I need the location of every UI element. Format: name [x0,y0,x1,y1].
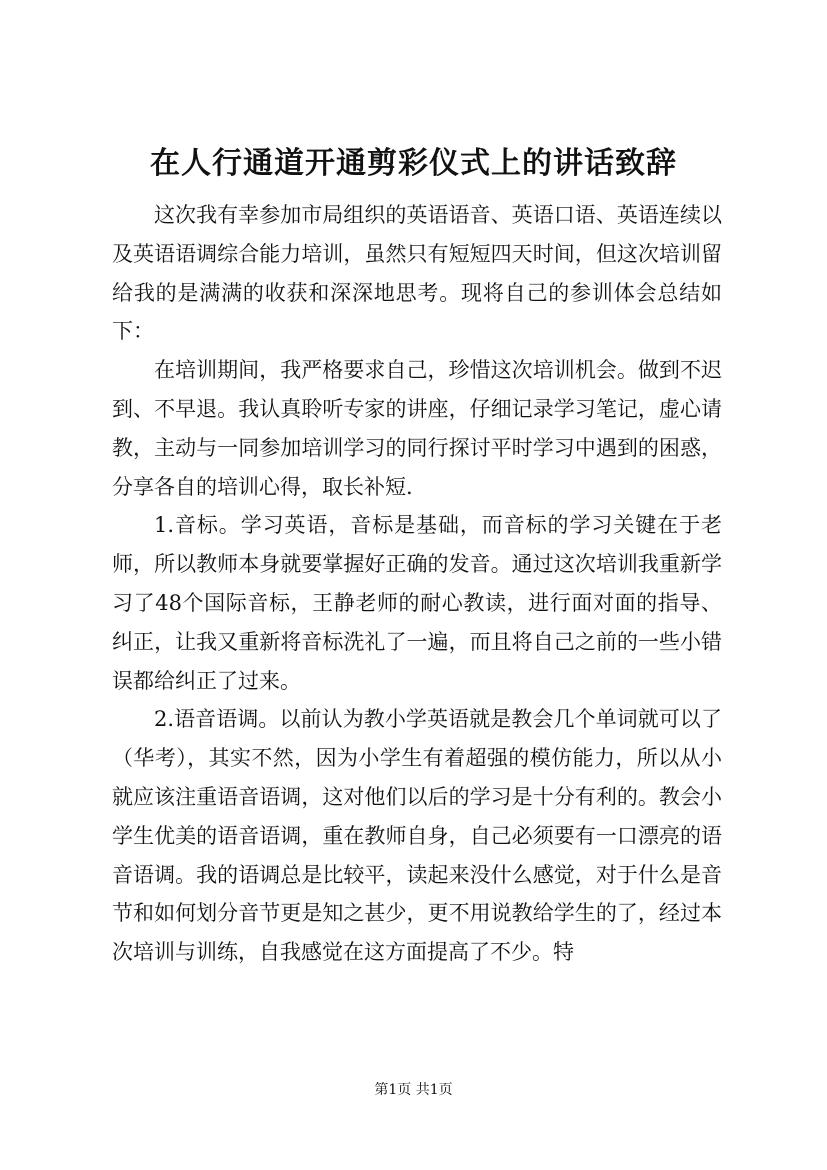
paragraph-phonetics: 1.音标。学习英语，音标是基础，而音标的学习关键在于老师，所以教师本身就要掌握好正确的发音。通过这次培训我重新学习了48个国际音标，王静老师的耐心教读，进行面对面的指导、纠正，让我又重新将音标洗礼了一遍，而且将自己之前的一些小错误都给纠正了过来。 [112,513,722,693]
document-title: 在人行通道开通剪彩仪式上的讲话致辞 [150,146,677,181]
paragraph-intonation: 2.语音语调。以前认为教小学英语就是教会几个单词就可以了（华考），其实不然，因为小学生有着超强的模仿能力，所以从小就应该注重语音语调，这对他们以后的学习是十分有利的。教会小学生优美的语音语调，重在教师自身，自己必须要有一口漂亮的语音语调。我的语调总是比较平，读起来没什么感觉，对于什么是音节和如何划分音节更是知之甚少，更不用说教给学生的了，经过本次培训与训练，自我感觉在这方面提高了不少。特 [112,707,722,965]
page-footer: 第1页 共1页 [374,1082,453,1098]
paragraph-training-period: 在培训期间，我严格要求自己，珍惜这次培训机会。做到不迟到、不早退。我认真聆听专家的讲座，仔细记录学习笔记，虚心请教，主动与一同参加培训学习的同行探讨平时学习中遇到的困惑，分享各自的培训心得，取长补短. [112,358,722,499]
document-body [112,196,722,972]
paragraph-intro: 这次我有幸参加市局组织的英语语音、英语口语、英语连续以及英语语调综合能力培训，虽然只有短短四天时间，但这次培训留给我的是满满的收获和深深地思考。现将自己的参训体会总结如下： [112,203,722,344]
